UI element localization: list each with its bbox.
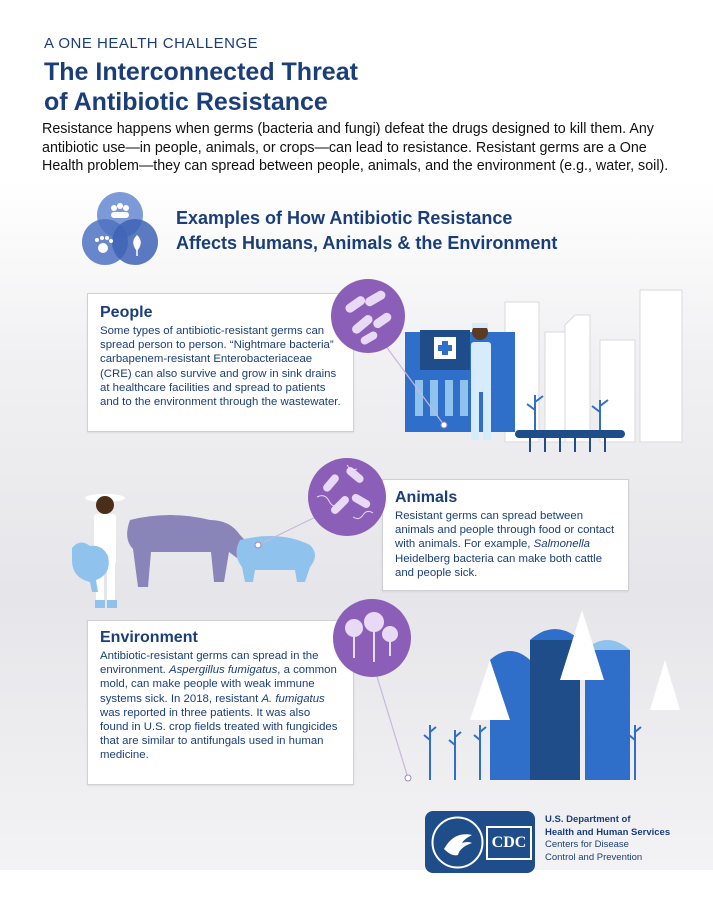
environment-text <box>100 649 341 763</box>
environment-text-part1: Antibiotic-resistant germs can spread in the environment. <box>100 650 319 677</box>
animals-text <box>395 509 616 580</box>
people-text: Some types of antibiotic-resistant germs can spread person to person. “Nightmare bacteria” carbapenem-resistant Enterobacteriaceae (CRE) can also survive and grow in sink drains at healthcare facilities and spread to patients and to the environment through the wastewater. <box>100 325 341 409</box>
title-line-2: of Antibiotic Resistance <box>44 88 328 116</box>
environment-text-part3: was reported in three patients. It was also found in U.S. crop fields treated with fungicides that are similar to antifungals used in human medicine. <box>100 706 338 762</box>
people-card <box>87 293 354 432</box>
cdc-line-1: Centers for Disease <box>545 839 629 850</box>
animals-text-part2: Heidelberg bacteria can make both cattle and people sick. <box>395 552 603 579</box>
kicker: A ONE HEALTH CHALLENGE <box>44 35 259 52</box>
bacteria-bubble-people <box>330 278 406 354</box>
environment-heading: Environment <box>100 629 198 646</box>
animals-card <box>382 479 629 591</box>
environment-text-italic2: A. fumigatus <box>261 692 325 705</box>
hhs-line-2: Health and Human Services <box>545 826 671 838</box>
agency-names <box>545 814 705 864</box>
cdc-line-2: Control and Prevention <box>545 851 643 863</box>
hhs-line-1: U.S. Department of <box>545 814 631 825</box>
people-heading: People <box>100 304 153 321</box>
mold-bubble-environment <box>332 598 412 678</box>
bacteria-bubble-animals <box>307 457 387 537</box>
section-title-line-2: Affects Humans, Animals & the Environment <box>176 233 558 253</box>
environment-card <box>87 620 354 785</box>
title-line-1: The Interconnected Threat <box>44 58 358 86</box>
environment-text-italic1: Aspergillus fumigatus <box>169 664 278 677</box>
intro-paragraph: Resistance happens when germs (bacteria and fungi) defeat the drugs designed to kill them. Any antibiotic use—in people, animals, or crops—can lead to resistance. Resistant germs are a One Health problem—they can spread between people, animals, and the environment (e.g., water, soil). <box>42 121 669 174</box>
hhs-eagle-icon <box>430 815 485 870</box>
animals-heading: Animals <box>395 489 458 506</box>
animals-text-part1: Resistant germs can spread between animals and people through food or contact with animals. For example, <box>395 510 615 551</box>
cdc-logo: CDC <box>486 826 532 860</box>
section-title-line-1: Examples of How Antibiotic Resistance <box>176 208 513 228</box>
environment-text-part2: , a common mold, can make people with weak immune systems sick. In 2018, resistant <box>100 664 337 705</box>
animals-text-italic: Salmonella <box>533 538 590 551</box>
